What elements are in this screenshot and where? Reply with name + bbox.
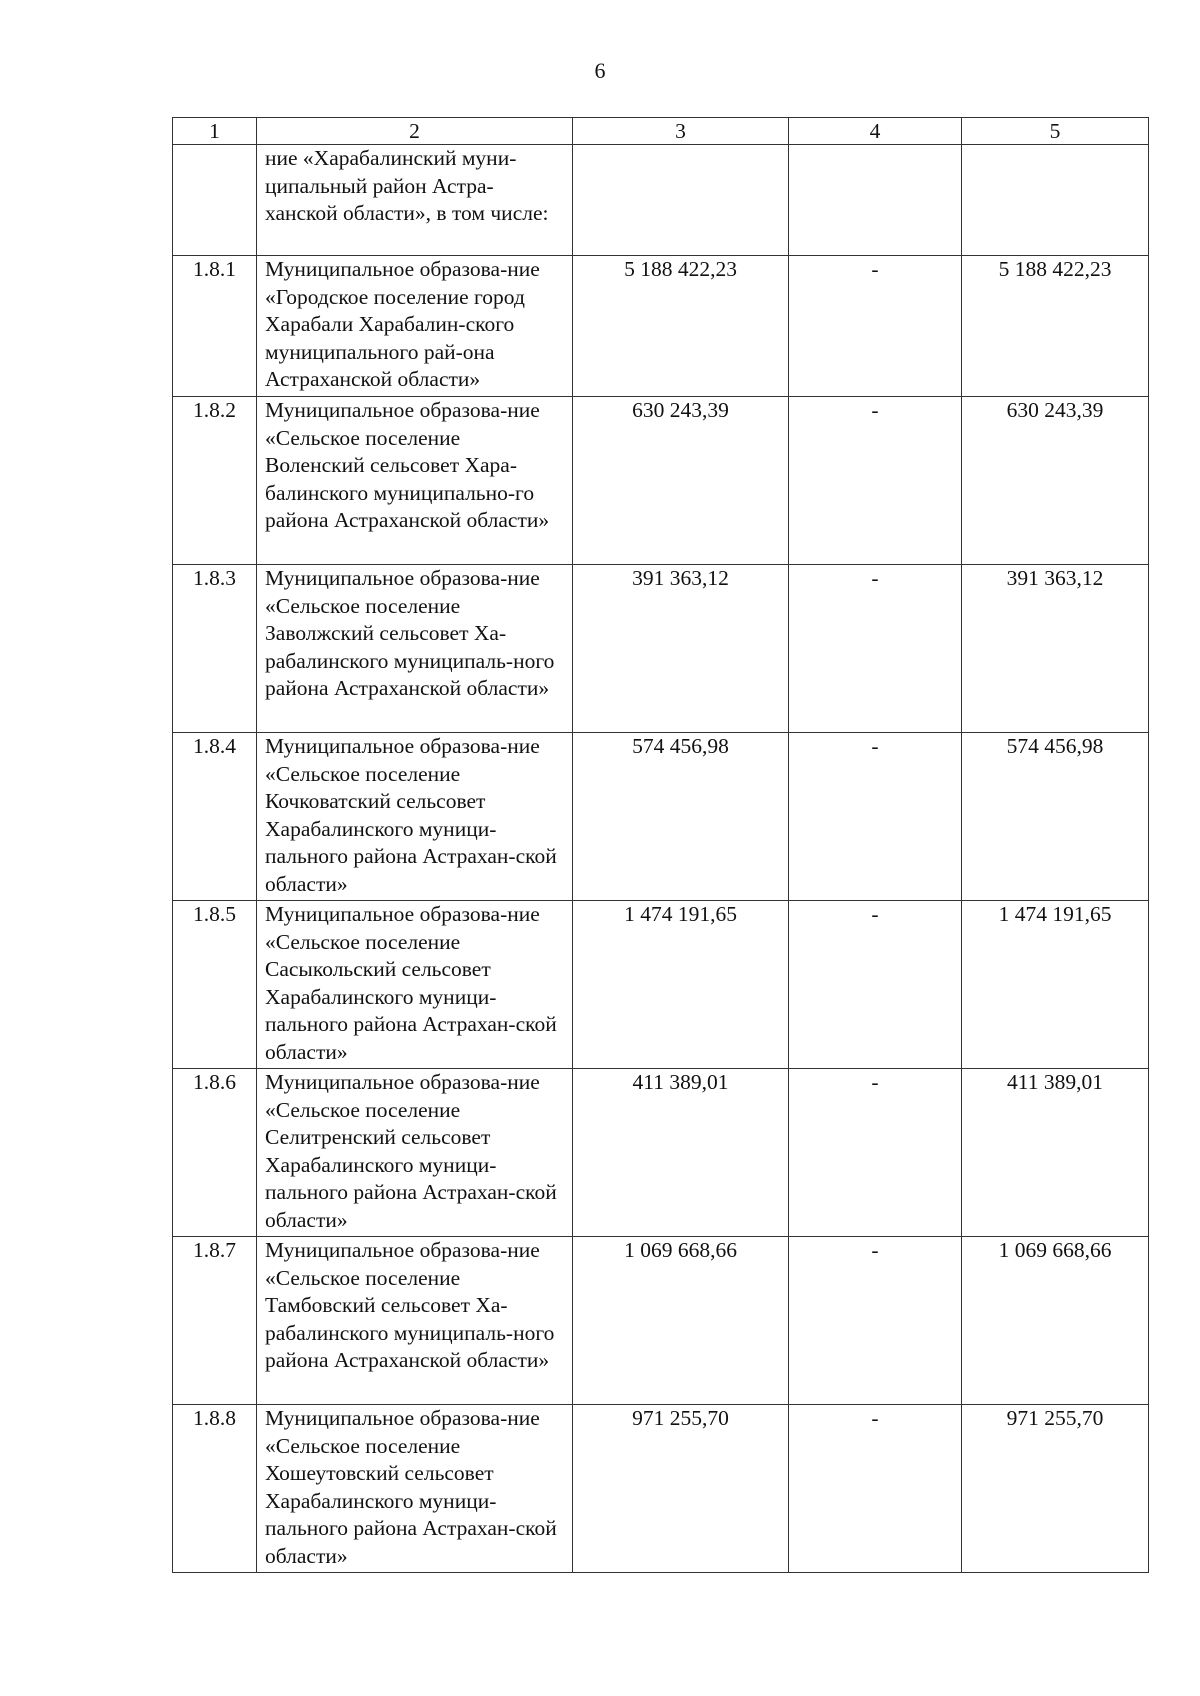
column-header: 3 [573,118,789,145]
row-name: Муниципальное образова-ние «Сельское поселение Селитренский сельсовет Харабалинского муници-пального района Астрахан-ской области» [257,1069,573,1237]
page-number: 6 [594,58,606,83]
column-header: 5 [962,118,1149,145]
table-row [173,1237,1149,1405]
row-value-col4: - [789,901,962,1069]
row-number: 1.8.3 [173,565,257,733]
row-number [173,145,257,256]
row-value-col5: 1 474 191,65 [962,901,1149,1069]
row-value-col4: - [789,733,962,901]
table-row [173,733,1149,901]
row-value-col4: - [789,397,962,565]
row-number: 1.8.7 [173,1237,257,1405]
row-value-col5: 574 456,98 [962,733,1149,901]
column-header: 4 [789,118,962,145]
row-name: Муниципальное образова-ние «Сельское поселение Заволжский сельсовет Ха-рабалинского муниципаль-ного района Астраханской области» [257,565,573,733]
row-value-col4: - [789,256,962,397]
row-value-col3: 1 474 191,65 [573,901,789,1069]
row-value-col3: 1 069 668,66 [573,1237,789,1405]
row-value-col3 [573,145,789,256]
column-header: 1 [173,118,257,145]
row-name: Муниципальное образова-ние «Сельское поселение Воленский сельсовет Хара-балинского муниципально-го района Астраханской области» [257,397,573,565]
table-row [173,145,1149,256]
row-value-col4: - [789,1237,962,1405]
row-value-col3: 391 363,12 [573,565,789,733]
table-row [173,901,1149,1069]
row-number: 1.8.5 [173,901,257,1069]
row-name: Муниципальное образова-ние «Сельское поселение Тамбовский сельсовет Ха-рабалинского муниципаль-ного района Астраханской области» [257,1237,573,1405]
row-value-col5: 1 069 668,66 [962,1237,1149,1405]
row-value-col5: 411 389,01 [962,1069,1149,1237]
row-name: ние «Харабалинский муни-ципальный район Астра-ханской области», в том числе: [257,145,573,256]
row-value-col5: 5 188 422,23 [962,256,1149,397]
table-row [173,1405,1149,1573]
table-header-row [173,118,1149,145]
row-number: 1.8.1 [173,256,257,397]
row-value-col3: 5 188 422,23 [573,256,789,397]
row-value-col3: 971 255,70 [573,1405,789,1573]
row-name: Муниципальное образова-ние «Городское поселение город Харабали Харабалин-ского муниципального рай-она Астраханской области» [257,256,573,397]
row-number: 1.8.8 [173,1405,257,1573]
table-row [173,1069,1149,1237]
budget-table [172,117,1149,1573]
column-header: 2 [257,118,573,145]
table-row [173,565,1149,733]
row-number: 1.8.2 [173,397,257,565]
row-number: 1.8.6 [173,1069,257,1237]
row-value-col5: 630 243,39 [962,397,1149,565]
table-row [173,397,1149,565]
row-value-col3: 574 456,98 [573,733,789,901]
row-value-col4 [789,145,962,256]
row-value-col5: 391 363,12 [962,565,1149,733]
row-number: 1.8.4 [173,733,257,901]
row-value-col4: - [789,565,962,733]
row-value-col5: 971 255,70 [962,1405,1149,1573]
row-value-col4: - [789,1405,962,1573]
row-name: Муниципальное образова-ние «Сельское поселение Хошеутовский сельсовет Харабалинского муници-пального района Астрахан-ской области» [257,1405,573,1573]
row-value-col3: 630 243,39 [573,397,789,565]
table-row [173,256,1149,397]
row-name: Муниципальное образова-ние «Сельское поселение Сасыкольский сельсовет Харабалинского муници-пального района Астрахан-ской области» [257,901,573,1069]
row-name: Муниципальное образова-ние «Сельское поселение Кочковатский сельсовет Харабалинского муници-пального района Астрахан-ской области» [257,733,573,901]
row-value-col3: 411 389,01 [573,1069,789,1237]
row-value-col4: - [789,1069,962,1237]
row-value-col5 [962,145,1149,256]
